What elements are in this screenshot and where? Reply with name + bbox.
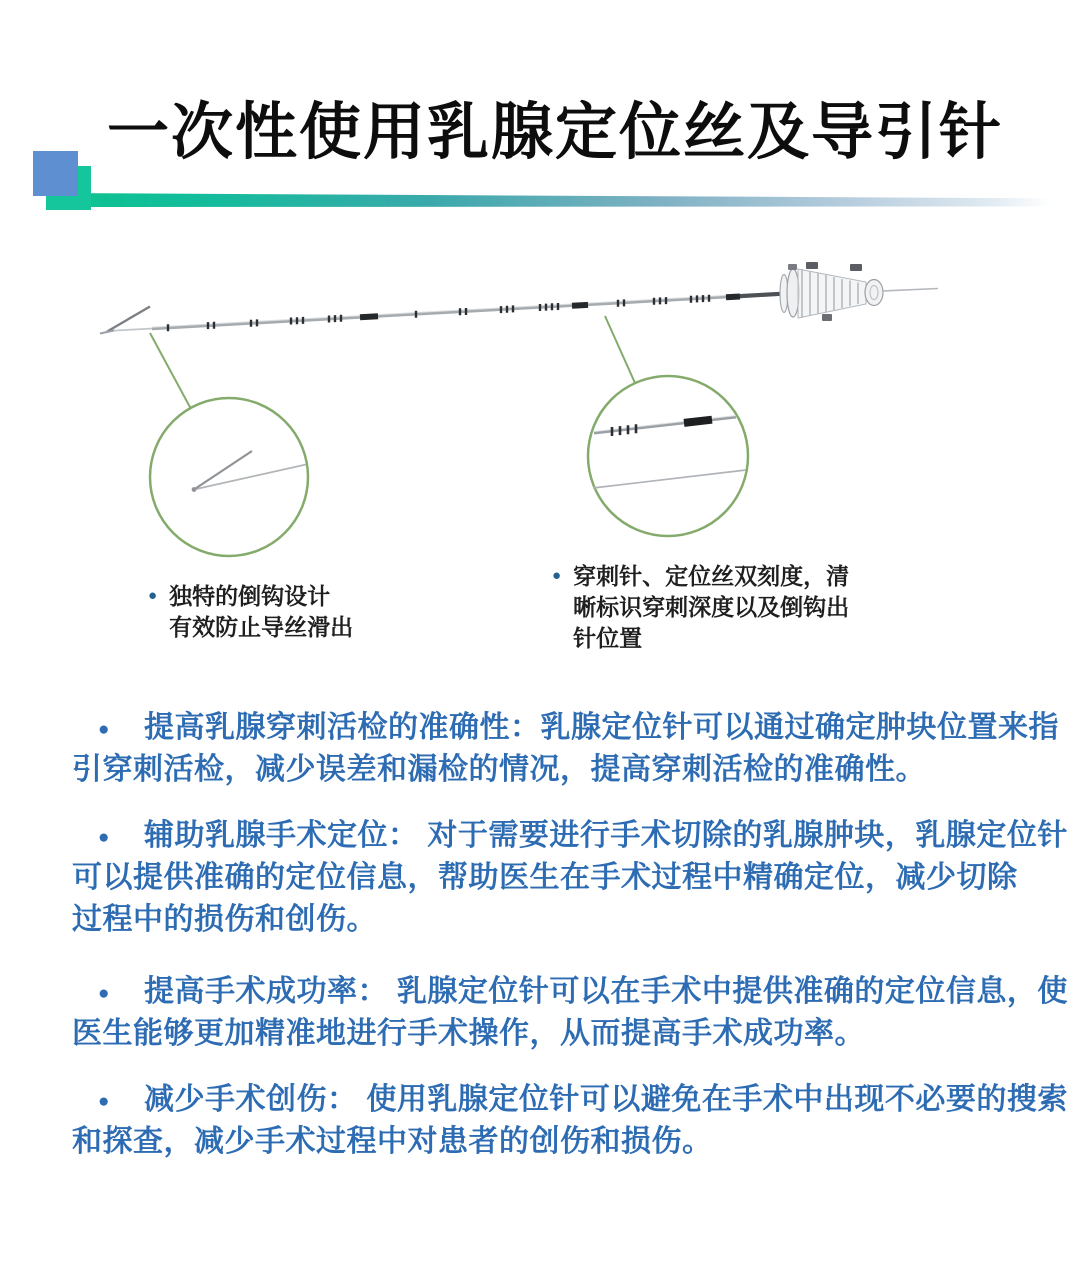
feature-line: 引穿刺活检，减少误差和漏检的情况，提高穿刺活检的准确性。: [72, 753, 926, 786]
feature-line: 医生能够更加精准地进行手术操作，从而提高手术成功率。: [72, 1017, 865, 1050]
caption-line: 独特的倒钩设计: [169, 584, 331, 609]
bullet-icon: ●: [98, 1091, 110, 1112]
feature-item-less-trauma: [72, 1079, 1068, 1163]
feature-line: 过程中的损伤和创伤。: [72, 903, 377, 936]
feature-line: ● 提高乳腺穿刺活检的准确性：乳腺定位针可以通过确定肿块位置来指: [72, 707, 1032, 749]
caption-line: 有效防止导丝滑出: [169, 615, 354, 640]
feature-line: ● 减少手术创伤： 使用乳腺定位针可以避免在手术中出现不必要的搜索: [72, 1079, 1032, 1121]
feature-item-surgery-localization: [72, 815, 1068, 941]
feature-item-accuracy: [72, 707, 1059, 791]
bullet-icon: ●: [98, 983, 110, 1004]
feature-line: ● 提高手术成功率： 乳腺定位针可以在手术中提供准确的定位信息，使: [72, 971, 1032, 1013]
feature-line: 和探查，减少手术过程中对患者的创伤和损伤。: [72, 1125, 713, 1158]
bullet-icon: ●: [148, 588, 158, 604]
bullet-icon: ●: [98, 827, 110, 848]
needle-hub: [780, 262, 938, 321]
callout-circle-right: [588, 376, 748, 536]
feature-line: 可以提供准确的定位信息，帮助医生在手术过程中精确定位，减少切除: [72, 861, 1018, 894]
callout-circle-left: [150, 398, 308, 556]
bullet-icon: ●: [552, 568, 562, 584]
caption-line: 针位置: [573, 626, 643, 651]
leader-line-right: [605, 316, 635, 383]
bullet-icon: ●: [98, 719, 110, 740]
caption-line: 晰标识穿刺深度以及倒钩出: [573, 595, 850, 620]
caption-line: 穿刺针、定位丝双刻度，清: [573, 564, 850, 589]
feature-list: [72, 707, 1068, 1187]
accent-square-blue: [33, 151, 78, 196]
feature-item-success-rate: [72, 971, 1068, 1055]
feature-line: ● 辅助乳腺手术定位： 对于需要进行手术切除的乳腺肿块，乳腺定位针: [72, 815, 1032, 857]
leader-line-left: [150, 333, 191, 409]
page-title: 一次性使用乳腺定位丝及导引针: [106, 98, 1003, 167]
